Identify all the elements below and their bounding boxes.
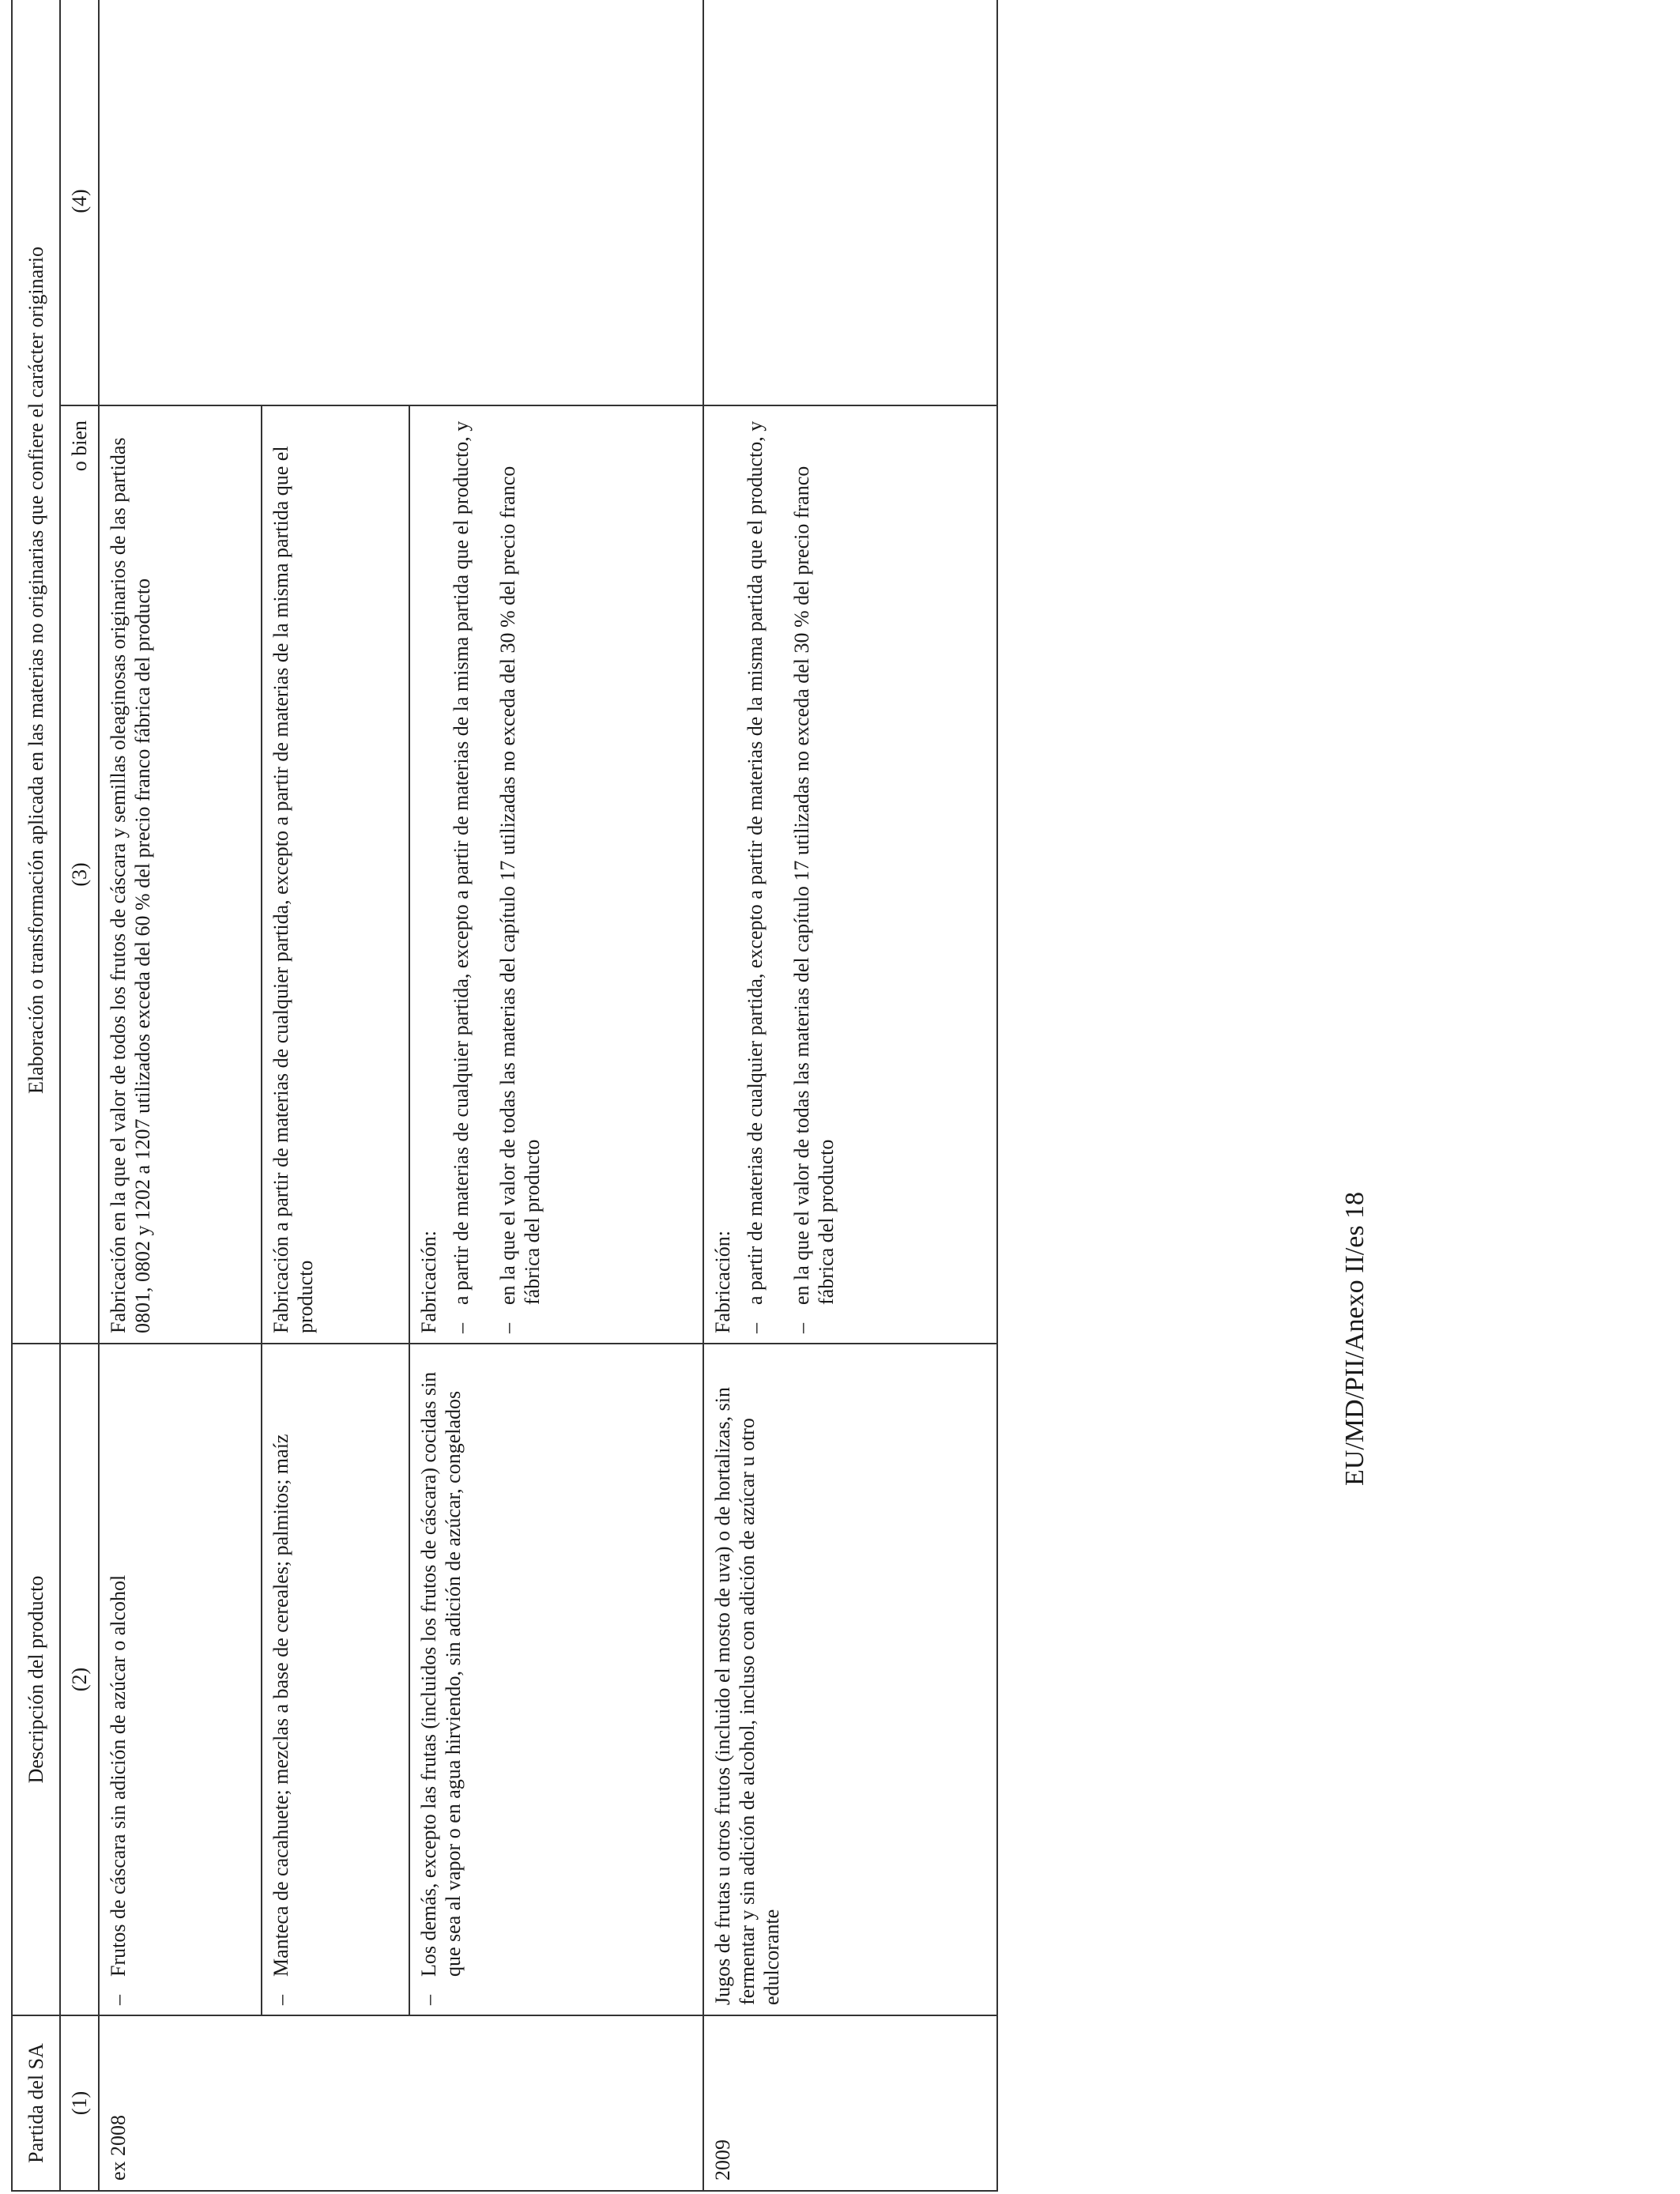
header-row xyxy=(12,0,60,2191)
hs-code-cell: ex 2008 xyxy=(99,2015,703,2191)
rule-cell xyxy=(409,405,703,1344)
description-text: Manteca de cacahuete; mezclas a base de cereales; palmitos; maíz xyxy=(269,1434,292,1977)
rule-sub-item xyxy=(789,416,838,1333)
header-col34: Elaboración o transformación aplicada en las materias no originarias que confiere el carácter originario xyxy=(12,0,60,1344)
page-footer xyxy=(1339,1091,1387,1486)
or-else-label: o bien xyxy=(68,420,91,472)
table-row xyxy=(703,0,997,2191)
column-number-row xyxy=(60,0,99,2191)
colnum-2: (2) xyxy=(60,1344,99,2015)
rule-cell xyxy=(703,405,997,1344)
alt-rule-cell xyxy=(703,0,997,405)
header-col2: Descripción del producto xyxy=(12,1344,60,2015)
description-text: Los demás, excepto las frutas (incluidos los frutos de cáscara) cocidas sin que sea al vapor o en agua hirviendo, sin adición de azúcar, congelados xyxy=(417,1371,465,1977)
dash-marker: – xyxy=(496,1323,519,1333)
table-row xyxy=(99,0,262,2191)
colnum-1: (1) xyxy=(60,2015,99,2191)
colnum-3 xyxy=(60,405,99,1344)
dash-marker: – xyxy=(744,1323,767,1333)
rule-sub-text: en la que el valor de todas las materias del capítulo 17 utilizadas no exceda del 30 % del precio franco fábrica del producto xyxy=(496,466,544,1305)
rule-sub-item xyxy=(495,416,544,1333)
rule-cell: Fabricación en la que el valor de todos los frutos de cáscara y semillas oleaginosas originarios de las partidas 0801, 0802 y 1202 a 1207 utilizados exceda del 60 % del precio franco fábrica del producto xyxy=(99,405,262,1344)
description-cell xyxy=(262,1344,409,2015)
description-cell xyxy=(99,1344,262,2015)
hs-code-cell: 2009 xyxy=(703,2015,997,2191)
description-cell: Jugos de frutas u otros frutos (incluido el mosto de uva) o de hortalizas, sin fermentar y sin adición de alcohol, incluso con adición de azúcar u otro edulcorante xyxy=(703,1344,997,2015)
rule-intro: Fabricación: xyxy=(711,1231,734,1333)
dash-marker: – xyxy=(107,1995,130,2005)
rule-cell: Fabricación a partir de materias de cualquier partida, excepto a partir de materias de la misma partida que el producto xyxy=(262,405,409,1344)
alt-rule-cell xyxy=(99,0,703,405)
rule-sub-text: a partir de materias de cualquier partida, excepto a partir de materias de la misma partida que el producto, y xyxy=(450,420,473,1305)
description-text: Frutos de cáscara sin adición de azúcar o alcohol xyxy=(107,1574,130,1977)
colnum-4: (4) xyxy=(60,0,99,405)
dash-marker: – xyxy=(790,1323,813,1333)
rule-sub-text: en la que el valor de todas las materias del capítulo 17 utilizadas no exceda del 30 % del precio franco fábrica del producto xyxy=(790,466,838,1305)
rotated-table-container xyxy=(11,0,1030,2192)
document-reference: EU/MD/PII/Anexo II/es 18 xyxy=(1340,1191,1369,1486)
colnum-3-label: (3) xyxy=(68,862,91,887)
dash-marker: – xyxy=(417,1995,440,2005)
rule-sub-text: a partir de materias de cualquier partida, excepto a partir de materias de la misma partida que el producto, y xyxy=(744,420,767,1305)
dash-marker: – xyxy=(269,1995,292,2005)
description-cell xyxy=(409,1344,703,2015)
rule-sub-item xyxy=(743,416,767,1333)
rule-sub-item xyxy=(449,416,473,1333)
dash-marker: – xyxy=(450,1323,473,1333)
rule-intro: Fabricación: xyxy=(417,1231,440,1333)
rules-of-origin-table xyxy=(11,0,998,2192)
header-col1: Partida del SA xyxy=(12,2015,60,2191)
